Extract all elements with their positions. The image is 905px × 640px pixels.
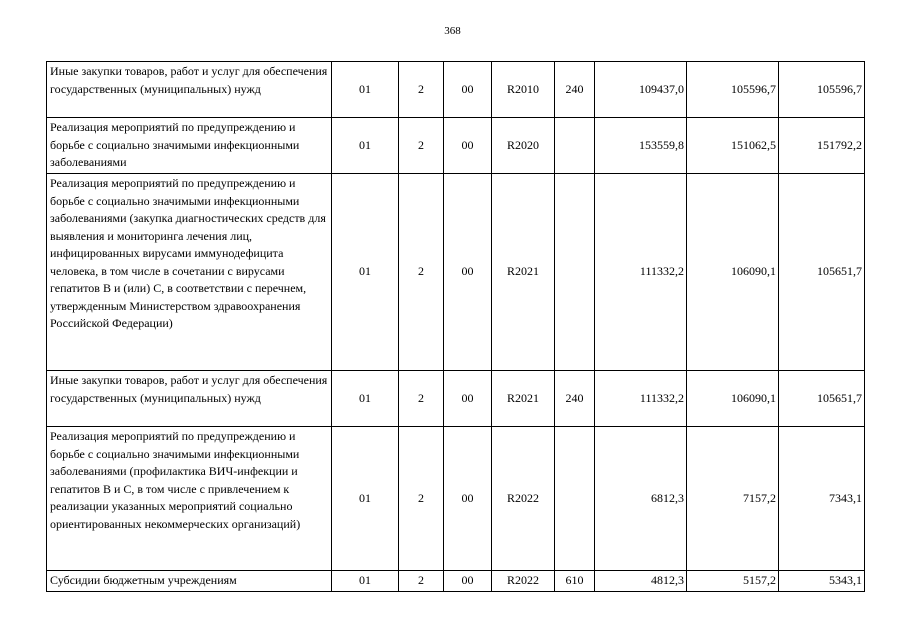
group-cell: 00 — [444, 62, 492, 118]
table-row — [47, 118, 865, 174]
subsection-cell: 2 — [399, 427, 444, 571]
row-name: Иные закупки товаров, работ и услуг для обеспечения государственных (муниципальных) нужд — [47, 62, 332, 118]
code-cell: R2021 — [492, 174, 555, 371]
row-name: Реализация мероприятий по предупреждению и борьбе с социально значимыми инфекционными заболеваниями (закупка диагностических средств для выявления и мониторинга лечения лиц, инфицированных вирусами иммунодефицита человека, в том числе в сочетании с вирусами гепатитов В и (или) С, в соответствии с перечнем, утвержденным Министерством здравоохранения Российской Федерации) — [47, 174, 332, 371]
budget-table — [46, 61, 865, 592]
group-cell: 00 — [444, 427, 492, 571]
year1-amount: 153559,8 — [595, 118, 687, 174]
expense-type-cell: 240 — [555, 62, 595, 118]
year1-amount: 4812,3 — [595, 571, 687, 592]
group-cell: 00 — [444, 371, 492, 427]
table-row — [47, 571, 865, 592]
expense-type-cell — [555, 427, 595, 571]
section-cell: 01 — [332, 427, 399, 571]
table-row — [47, 62, 865, 118]
section-cell: 01 — [332, 62, 399, 118]
year3-amount: 151792,2 — [779, 118, 865, 174]
year3-amount: 7343,1 — [779, 427, 865, 571]
code-cell: R2022 — [492, 571, 555, 592]
year2-amount: 106090,1 — [687, 174, 779, 371]
row-name: Субсидии бюджетным учреждениям — [47, 571, 332, 592]
section-cell: 01 — [332, 371, 399, 427]
subsection-cell: 2 — [399, 62, 444, 118]
table-row — [47, 371, 865, 427]
row-name: Реализация мероприятий по предупреждению и борьбе с социально значимыми инфекционными заболеваниями (профилактика ВИЧ-инфекции и гепатитов В и С, в том числе с привлечением к реализации указанных мероприятий социально ориентированных некоммерческих организаций) — [47, 427, 332, 571]
expense-type-cell: 240 — [555, 371, 595, 427]
group-cell: 00 — [444, 571, 492, 592]
group-cell: 00 — [444, 118, 492, 174]
table-row — [47, 427, 865, 571]
expense-type-cell: 610 — [555, 571, 595, 592]
expense-type-cell — [555, 118, 595, 174]
year2-amount: 151062,5 — [687, 118, 779, 174]
year3-amount: 105596,7 — [779, 62, 865, 118]
row-name: Реализация мероприятий по предупреждению и борьбе с социально значимыми инфекционными заболеваниями — [47, 118, 332, 174]
expense-type-cell — [555, 174, 595, 371]
code-cell: R2021 — [492, 371, 555, 427]
row-name: Иные закупки товаров, работ и услуг для обеспечения государственных (муниципальных) нужд — [47, 371, 332, 427]
table-row — [47, 174, 865, 371]
year2-amount: 106090,1 — [687, 371, 779, 427]
year3-amount: 5343,1 — [779, 571, 865, 592]
code-cell: R2010 — [492, 62, 555, 118]
year1-amount: 109437,0 — [595, 62, 687, 118]
year2-amount: 105596,7 — [687, 62, 779, 118]
subsection-cell: 2 — [399, 118, 444, 174]
code-cell: R2020 — [492, 118, 555, 174]
year1-amount: 111332,2 — [595, 371, 687, 427]
year3-amount: 105651,7 — [779, 174, 865, 371]
year2-amount: 5157,2 — [687, 571, 779, 592]
section-cell: 01 — [332, 571, 399, 592]
year2-amount: 7157,2 — [687, 427, 779, 571]
section-cell: 01 — [332, 174, 399, 371]
subsection-cell: 2 — [399, 571, 444, 592]
section-cell: 01 — [332, 118, 399, 174]
year3-amount: 105651,7 — [779, 371, 865, 427]
group-cell: 00 — [444, 174, 492, 371]
subsection-cell: 2 — [399, 371, 444, 427]
subsection-cell: 2 — [399, 174, 444, 371]
page-number: 368 — [444, 25, 461, 37]
code-cell: R2022 — [492, 427, 555, 571]
year1-amount: 6812,3 — [595, 427, 687, 571]
year1-amount: 111332,2 — [595, 174, 687, 371]
